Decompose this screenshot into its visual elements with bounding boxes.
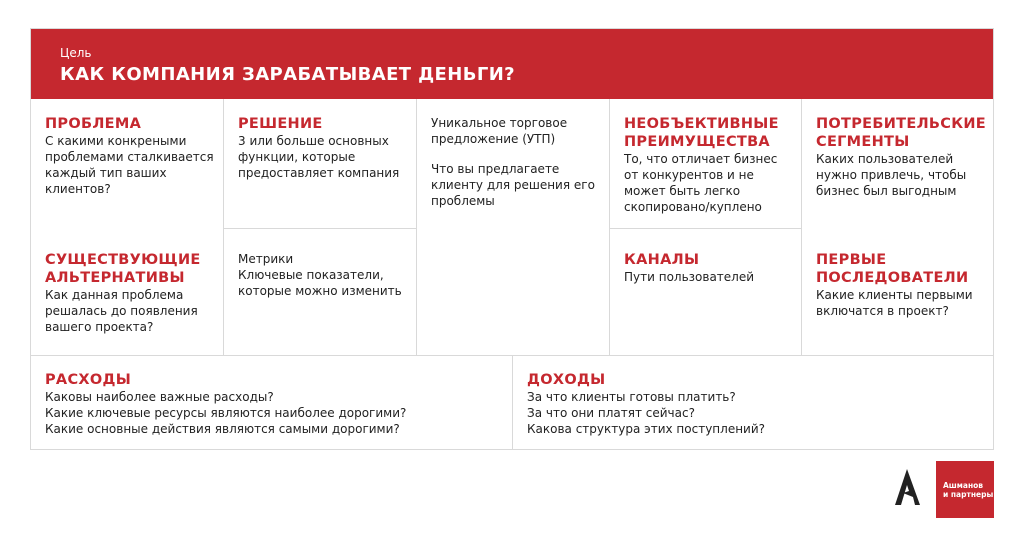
brand-name-line1: Ашманов <box>943 481 984 490</box>
costs-line: Какие ключевые ресурсы являются наиболее дорогими? <box>45 406 407 420</box>
segments-cell <box>816 115 986 199</box>
divider-h-left <box>223 228 416 229</box>
revenue-title: ДОХОДЫ <box>527 372 606 388</box>
segments-title: ПОТРЕБИТЕЛЬСКИЕ СЕГМЕНТЫ <box>816 116 986 150</box>
divider-v-2 <box>416 99 417 355</box>
alternatives-title: СУЩЕСТВУЮЩИЕ АЛЬТЕРНАТИВЫ <box>45 252 201 286</box>
unfair-advantage-cell <box>624 115 794 215</box>
early-adopters-cell <box>816 251 986 319</box>
uvp-title: Уникальное торговое предложение (УТП) <box>431 116 568 146</box>
brand-name-line2: и партнеры <box>943 490 994 499</box>
goal-label: Цель <box>60 46 92 60</box>
costs-line: Каковы наиболее важные расходы? <box>45 390 274 404</box>
early-adopters-description: Какие клиенты первыми включатся в проект? <box>816 288 973 318</box>
costs-title: РАСХОДЫ <box>45 372 132 388</box>
alternatives-description: Как данная проблема решалась до появления вашего проекта? <box>45 288 198 334</box>
revenue-line: За что они платят сейчас? <box>527 406 695 420</box>
revenue-cell <box>527 371 987 437</box>
channels-title: КАНАЛЫ <box>624 252 700 268</box>
early-adopters-title: ПЕРВЫЕ ПОСЛЕДОВАТЕЛИ <box>816 252 969 286</box>
problem-cell <box>45 115 215 197</box>
channels-cell <box>624 251 794 285</box>
revenue-line: За что клиенты готовы платить? <box>527 390 736 404</box>
segments-description: Каких пользователей нужно привлечь, чтобы бизнес был выгодным <box>816 152 967 198</box>
solution-title: РЕШЕНИЕ <box>238 116 323 132</box>
unfair-advantage-description: То, что отличает бизнес от конкурентов и не может быть легко скопировано/куплено <box>624 152 778 214</box>
goal-title: КАК КОМПАНИЯ ЗАРАБАТЫВАЕТ ДЕНЬГИ? <box>60 64 515 85</box>
divider-v-1 <box>223 99 224 355</box>
metrics-cell <box>238 251 408 299</box>
problem-description: С какими конкреными проблемами сталкивается каждый тип ваших клиентов? <box>45 134 214 196</box>
problem-title: ПРОБЛЕМА <box>45 116 142 132</box>
lean-canvas <box>30 28 994 450</box>
uvp-description: Что вы предлагаете клиенту для решения его проблемы <box>431 162 595 208</box>
costs-line: Какие основные действия являются самыми дорогими? <box>45 422 400 436</box>
revenue-line: Какова структура этих поступлений? <box>527 422 766 436</box>
solution-cell <box>238 115 408 181</box>
divider-h-right <box>609 228 801 229</box>
divider-v-3 <box>609 99 610 355</box>
metrics-title: Метрики <box>238 252 294 266</box>
uvp-cell <box>431 115 601 209</box>
solution-description: 3 или больше основных функции, которые предоставляет компания <box>238 134 400 180</box>
channels-description: Пути пользователей <box>624 270 755 284</box>
brand-logo-mark-icon <box>893 467 921 507</box>
unfair-advantage-title: НЕОБЪЕКТИВНЫЕ ПРЕИМУЩЕСТВА <box>624 116 779 150</box>
costs-cell <box>45 371 505 437</box>
alternatives-cell <box>45 251 215 335</box>
brand-logo-box <box>936 461 994 518</box>
divider-v-bottom <box>512 355 513 449</box>
divider-v-4 <box>801 99 802 355</box>
metrics-description: Ключевые показатели, которые можно изменить <box>238 268 402 298</box>
goal-header <box>31 29 993 99</box>
